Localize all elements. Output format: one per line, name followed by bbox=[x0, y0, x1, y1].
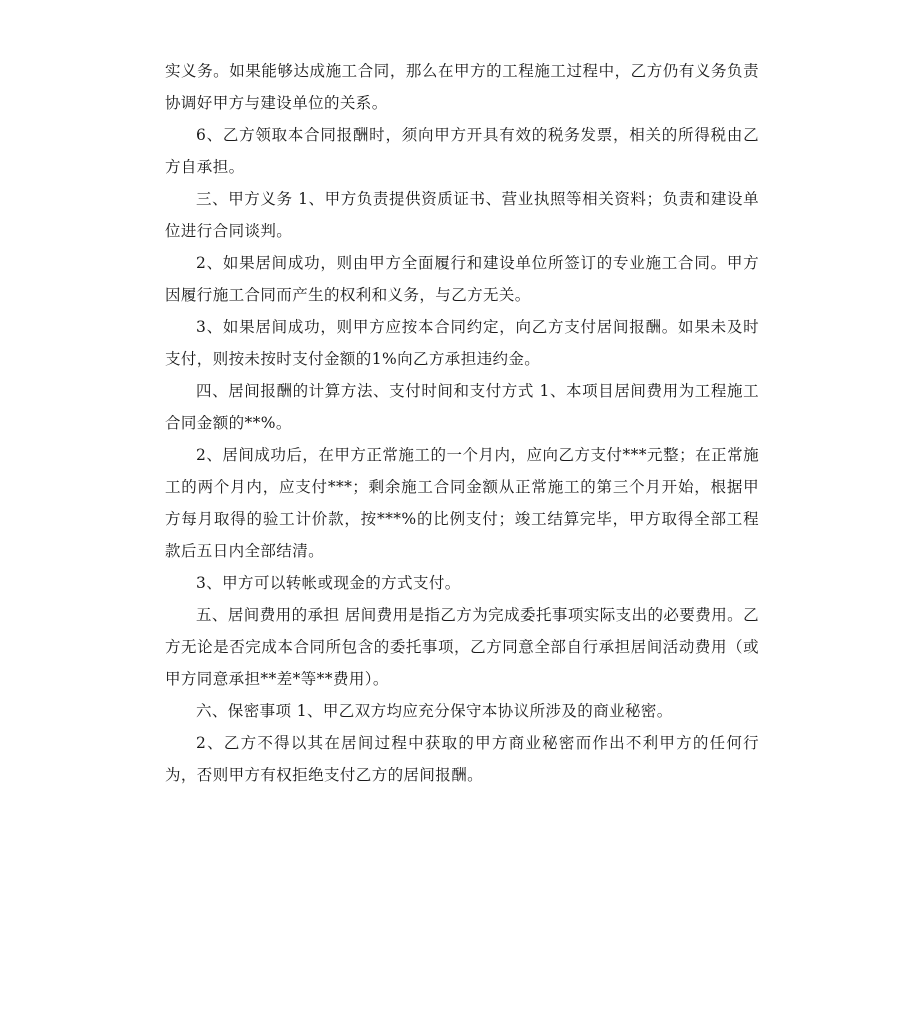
document-page bbox=[165, 55, 759, 791]
paragraph-remuneration-method: 四、居间报酬的计算方法、支付时间和支付方式 1、本项目居间费用为工程施工合同金额的**%。 bbox=[165, 382, 759, 432]
paragraph-clause-6-invoice: 6、乙方领取本合同报酬时，须向甲方开具有效的税务发票，相关的所得税由乙方自承担。 bbox=[165, 126, 759, 176]
paragraph-party-a-clause-2: 2、如果居间成功，则由甲方全面履行和建设单位所签订的专业施工合同。甲方因履行施工合同而产生的权利和义务，与乙方无关。 bbox=[165, 254, 759, 304]
paragraph-remuneration-clause-3: 3、甲方可以转帐或现金的方式支付。 bbox=[196, 574, 461, 592]
paragraph-continuation: 实义务。如果能够达成施工合同，那么在甲方的工程施工过程中，乙方仍有义务负责协调好甲方与建设单位的关系。 bbox=[165, 62, 759, 112]
paragraph-remuneration-clause-2: 2、居间成功后，在甲方正常施工的一个月内，应向乙方支付***元整；在正常施工的两个月内，应支付***；剩余施工合同金额从正常施工的第三个月开始，根据甲方每月取得的验工计价款，按***%的比例支付；竣工结算完毕，甲方取得全部工程款后五日内全部结清。 bbox=[165, 446, 759, 560]
paragraph-party-a-clause-3: 3、如果居间成功，则甲方应按本合同约定，向乙方支付居间报酬。如果未及时支付，则按未按时支付金额的1%向乙方承担违约金。 bbox=[165, 318, 759, 368]
paragraph-confidentiality-clause-2: 2、乙方不得以其在居间过程中获取的甲方商业秘密而作出不利甲方的任何行为，否则甲方有权拒绝支付乙方的居间报酬。 bbox=[165, 734, 759, 784]
paragraph-confidentiality: 六、保密事项 1、甲乙双方均应充分保守本协议所涉及的商业秘密。 bbox=[196, 702, 673, 720]
paragraph-party-a-obligations: 三、甲方义务 1、甲方负责提供资质证书、营业执照等相关资料；负责和建设单位进行合同谈判。 bbox=[165, 190, 759, 240]
paragraph-expense-bearing: 五、居间费用的承担 居间费用是指乙方为完成委托事项实际支出的必要费用。乙方无论是否完成本合同所包含的委托事项，乙方同意全部自行承担居间活动费用（或甲方同意承担**差*等**费用）。 bbox=[165, 606, 759, 688]
